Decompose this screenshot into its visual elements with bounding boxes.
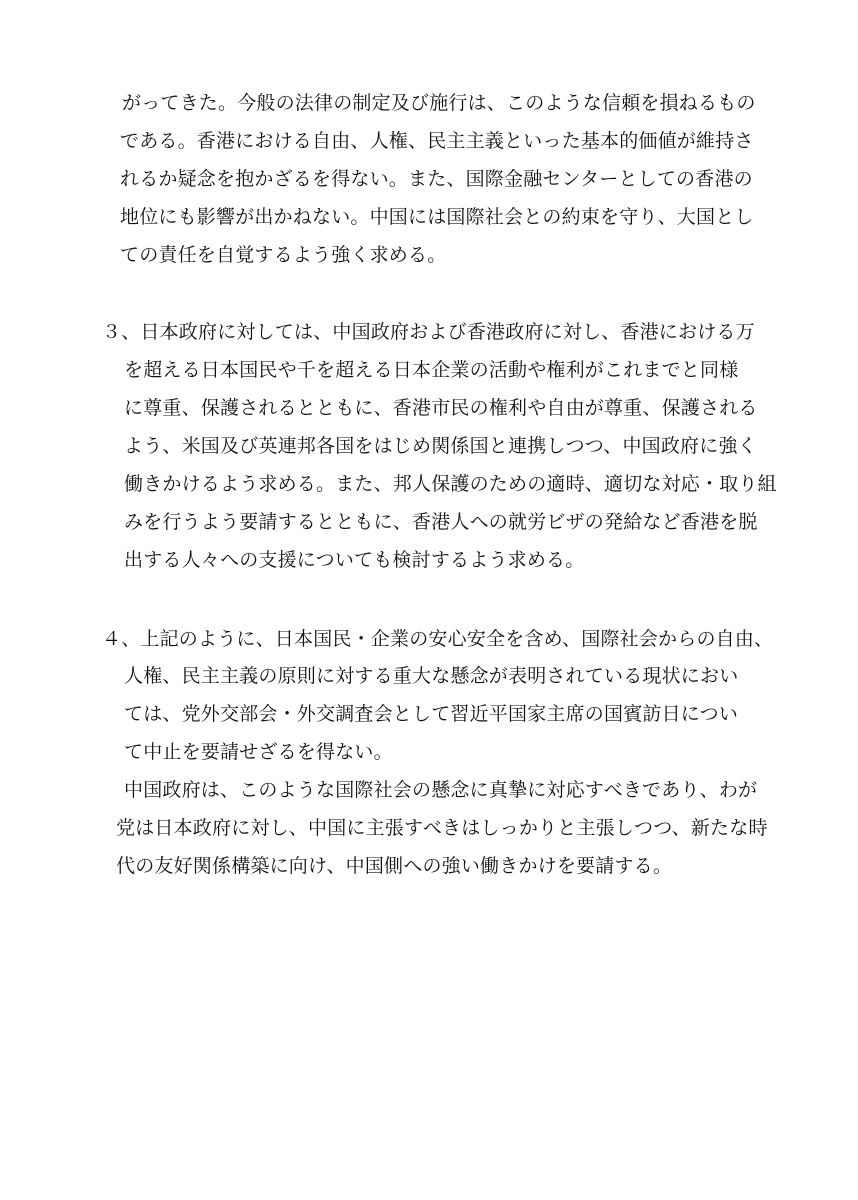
paragraph-3-line-7: 出する人々への支援についても検討するよう求める。 <box>124 549 585 571</box>
paragraph-3-line-6: みを行うよう要請するとともに、香港人への就労ビザの発給など香港を脱 <box>124 511 758 533</box>
paragraph-4-line-7: 代の友好関係構築に向け、中国側への強い働きかけを要請する。 <box>116 855 673 877</box>
paragraph-2-line-1: がってきた。今般の法律の制定及び施行は、このような信頼を損ねるもの <box>122 92 756 114</box>
paragraph-4-line-2: 人権、民主主義の原則に対する重大な懸念が表明されている現状におい <box>124 665 739 687</box>
paragraph-3-line-2: を超える日本国民や千を超える日本企業の活動や権利がこれまでと同様 <box>124 359 739 381</box>
paragraph-2-line-2: である。香港における自由、人権、民主主義といった基本的価値が維持さ <box>120 130 754 152</box>
paragraph-3-line-1: ３、日本政府に対しては、中国政府および香港政府に対し、香港における万 <box>102 321 755 343</box>
paragraph-4-line-4: て中止を要請せざるを得ない。 <box>124 741 393 763</box>
paragraph-4-line-6: 党は日本政府に対し、中国に主張すべきはしっかりと主張しつつ、新たな時 <box>116 817 768 839</box>
paragraph-2-line-5: ての責任を自覚するよう強く求める。 <box>120 244 447 266</box>
paragraph-3-line-4: よう、米国及び英連邦各国をはじめ関係国と連携しつつ、中国政府に強く <box>124 435 757 457</box>
paragraph-4-line-3: ては、党外交部会・外交調査会として習近平国家主席の国賓訪日につい <box>124 703 739 725</box>
paragraph-4-line-5: 中国政府は、このような国際社会の懸念に真摯に対応すべきであり、わが <box>124 779 758 801</box>
paragraph-2-line-4: 地位にも影響が出かねない。中国には国際社会との約束を守り、大国とし <box>120 206 754 228</box>
paragraph-3-line-5: 働きかけるよう求める。また、邦人保護のための適時、適切な対応・取り組 <box>124 473 777 495</box>
paragraph-3-line-3: に尊重、保護されるとともに、香港市民の権利や自由が尊重、保護される <box>124 397 758 419</box>
paragraph-2-line-3: れるか疑念を抱かざるを得ない。また、国際金融センターとしての香港の <box>120 168 753 190</box>
paragraph-4-line-1: ４、上記のように、日本国民・企業の安心安全を含め、国際社会からの自由、 <box>102 628 774 650</box>
